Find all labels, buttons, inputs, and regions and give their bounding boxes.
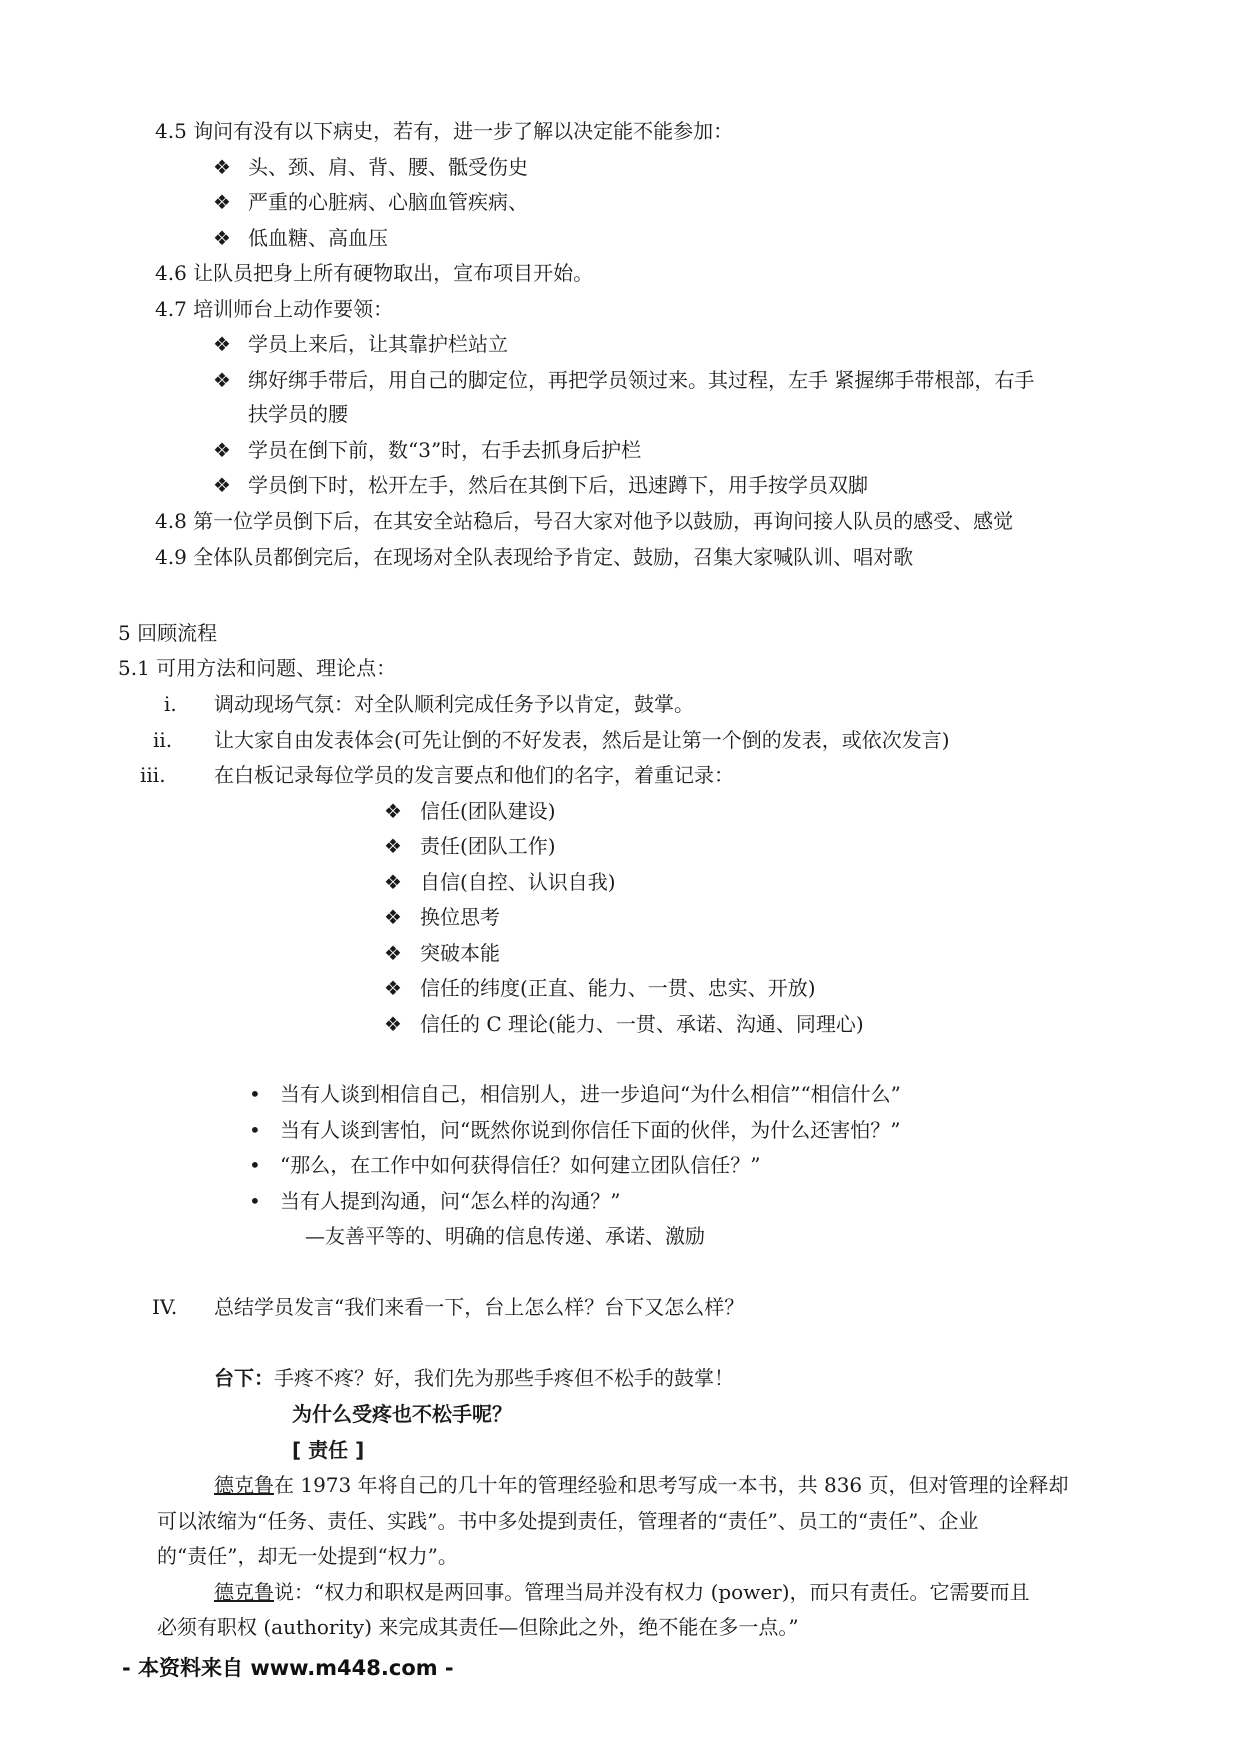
- record-point: 自信(自控、认识自我): [420, 870, 616, 894]
- paragraph-text: 在 1973 年将自己的几十年的管理经验和思考写成一本书，共 836 页，但对管理的诠释却: [274, 1473, 1069, 1497]
- diamond-bullet-icon: ❖: [384, 976, 402, 1000]
- record-point: 信任的纬度(正直、能力、一贯、忠实、开放): [420, 976, 816, 1000]
- record-point: 换位思考: [420, 905, 500, 929]
- question-heading: 为什么受疼也不松手呢？: [292, 1402, 512, 1426]
- item-number: 4.9: [155, 545, 187, 569]
- diamond-bullet-icon: ❖: [384, 834, 402, 858]
- prompt-answer: —友善平等的、明确的信息传递、承诺、激励: [305, 1224, 705, 1248]
- diamond-bullet-icon: ❖: [213, 332, 231, 356]
- list-item: 严重的心脏病、心脑血管疾病、: [248, 190, 528, 214]
- list-item: 学员在倒下前，数“3”时，右手去抓身后护栏: [248, 438, 642, 462]
- list-item: 学员上来后，让其靠护栏站立: [248, 332, 508, 356]
- taixia-line: [214, 1365, 734, 1391]
- item-number: 4.7: [155, 297, 187, 321]
- diamond-bullet-icon: ❖: [213, 368, 231, 392]
- paragraph-line: 必须有职权 (authority) 来完成其责任—但除此之外，绝不能在多一点。”: [157, 1615, 799, 1639]
- item-number: 4.5: [155, 119, 187, 143]
- diamond-bullet-icon: ❖: [213, 155, 231, 179]
- taixia-text: 手疼不疼？好，我们先为那些手疼但不松手的鼓掌！: [274, 1366, 734, 1390]
- dot-bullet-icon: •: [249, 1082, 261, 1106]
- roman-number: i.: [164, 692, 177, 716]
- record-point: 责任(团队工作): [420, 834, 556, 858]
- diamond-bullet-icon: ❖: [384, 870, 402, 894]
- list-item: 学员倒下时，松开左手，然后在其倒下后，迅速蹲下，用手按学员双脚: [248, 473, 868, 497]
- diamond-bullet-icon: ❖: [384, 941, 402, 965]
- roman-item-text: 总结学员发言“我们来看一下，台上怎么样？台下又怎么样？: [214, 1295, 745, 1319]
- diamond-bullet-icon: ❖: [384, 905, 402, 929]
- roman-number: iii.: [140, 763, 166, 787]
- question-prompt: 当有人谈到相信自己，相信别人，进一步追问“为什么相信”“相信什么”: [280, 1082, 901, 1106]
- paragraph-text: 说：“权力和职权是两回事。管理当局并没有权力 (power)，而只有责任。它需要而且: [274, 1580, 1030, 1604]
- item-4-5: [155, 118, 733, 144]
- paragraph-line: 的“责任”，却无一处提到“权力”。: [157, 1544, 458, 1568]
- item-text: 让队员把身上所有硬物取出，宣布项目开始。: [193, 261, 594, 285]
- subsection-heading: 5.1 可用方法和问题、理论点：: [118, 656, 397, 680]
- list-item: 低血糖、高血压: [248, 226, 388, 250]
- record-point: 信任(团队建设): [420, 799, 556, 823]
- diamond-bullet-icon: ❖: [213, 438, 231, 462]
- paragraph-line: [214, 1579, 1030, 1605]
- item-4-6: [155, 260, 593, 286]
- diamond-bullet-icon: ❖: [213, 473, 231, 497]
- question-prompt: 当有人提到沟通，问“怎么样的沟通？”: [280, 1189, 621, 1213]
- item-text: 询问有没有以下病史，若有，进一步了解以决定能不能参加：: [193, 119, 734, 143]
- record-point: 突破本能: [420, 941, 500, 965]
- section-heading: 5 回顾流程: [118, 621, 218, 645]
- dot-bullet-icon: •: [249, 1153, 261, 1177]
- item-text: 培训师台上动作要领：: [193, 297, 394, 321]
- item-number: 4.8: [155, 509, 187, 533]
- item-text: 第一位学员倒下后，在其安全站稳后，号召大家对他予以鼓励，再询问接人队员的感受、感觉: [193, 509, 1014, 533]
- roman-item-text: 在白板记录每位学员的发言要点和他们的名字，着重记录：: [214, 763, 734, 787]
- item-text: 全体队员都倒完后，在现场对全队表现给予肯定、鼓励，召集大家喊队训、唱对歌: [193, 545, 914, 569]
- roman-number: IV.: [152, 1295, 178, 1319]
- diamond-bullet-icon: ❖: [213, 226, 231, 250]
- record-point: 信任的 C 理论(能力、一贯、承诺、沟通、同理心): [420, 1012, 864, 1036]
- footer-source: - 本资料来自 www.m448.com -: [122, 1656, 454, 1680]
- question-prompt: 当有人谈到害怕，问“既然你说到你信任下面的伙伴，为什么还害怕？”: [280, 1118, 901, 1142]
- dot-bullet-icon: •: [249, 1189, 261, 1213]
- diamond-bullet-icon: ❖: [384, 1012, 402, 1036]
- list-item: 头、颈、肩、背、腰、骶受伤史: [248, 155, 528, 179]
- item-4-7: [155, 296, 393, 322]
- item-4-8: [155, 508, 1013, 534]
- person-name: 德克鲁: [214, 1580, 274, 1604]
- question-prompt: “那么，在工作中如何获得信任？如何建立团队信任？”: [280, 1153, 761, 1177]
- taixia-label: 台下：: [214, 1366, 274, 1390]
- roman-item-text: 让大家自由发表体会(可先让倒的不好发表，然后是让第一个倒的发表，或依次发言): [214, 728, 950, 752]
- list-item-continuation: 扶学员的腰: [248, 402, 348, 426]
- roman-number: ii.: [153, 728, 173, 752]
- diamond-bullet-icon: ❖: [384, 799, 402, 823]
- dot-bullet-icon: •: [249, 1118, 261, 1142]
- paragraph-line: 可以浓缩为“任务、责任、实践”。书中多处提到责任，管理者的“责任”、员工的“责任”、企业: [157, 1509, 979, 1533]
- list-item: 绑好绑手带后，用自己的脚定位，再把学员领过来。其过程，左手 紧握绑手带根部，右手: [248, 368, 1035, 392]
- person-name: 德克鲁: [214, 1473, 274, 1497]
- responsibility-heading: [ 责任 ]: [292, 1438, 365, 1462]
- item-number: 4.6: [155, 261, 187, 285]
- diamond-bullet-icon: ❖: [213, 190, 231, 214]
- item-4-9: [155, 544, 913, 570]
- roman-item-text: 调动现场气氛：对全队顺利完成任务予以肯定，鼓掌。: [214, 692, 694, 716]
- paragraph-line: [214, 1472, 1069, 1498]
